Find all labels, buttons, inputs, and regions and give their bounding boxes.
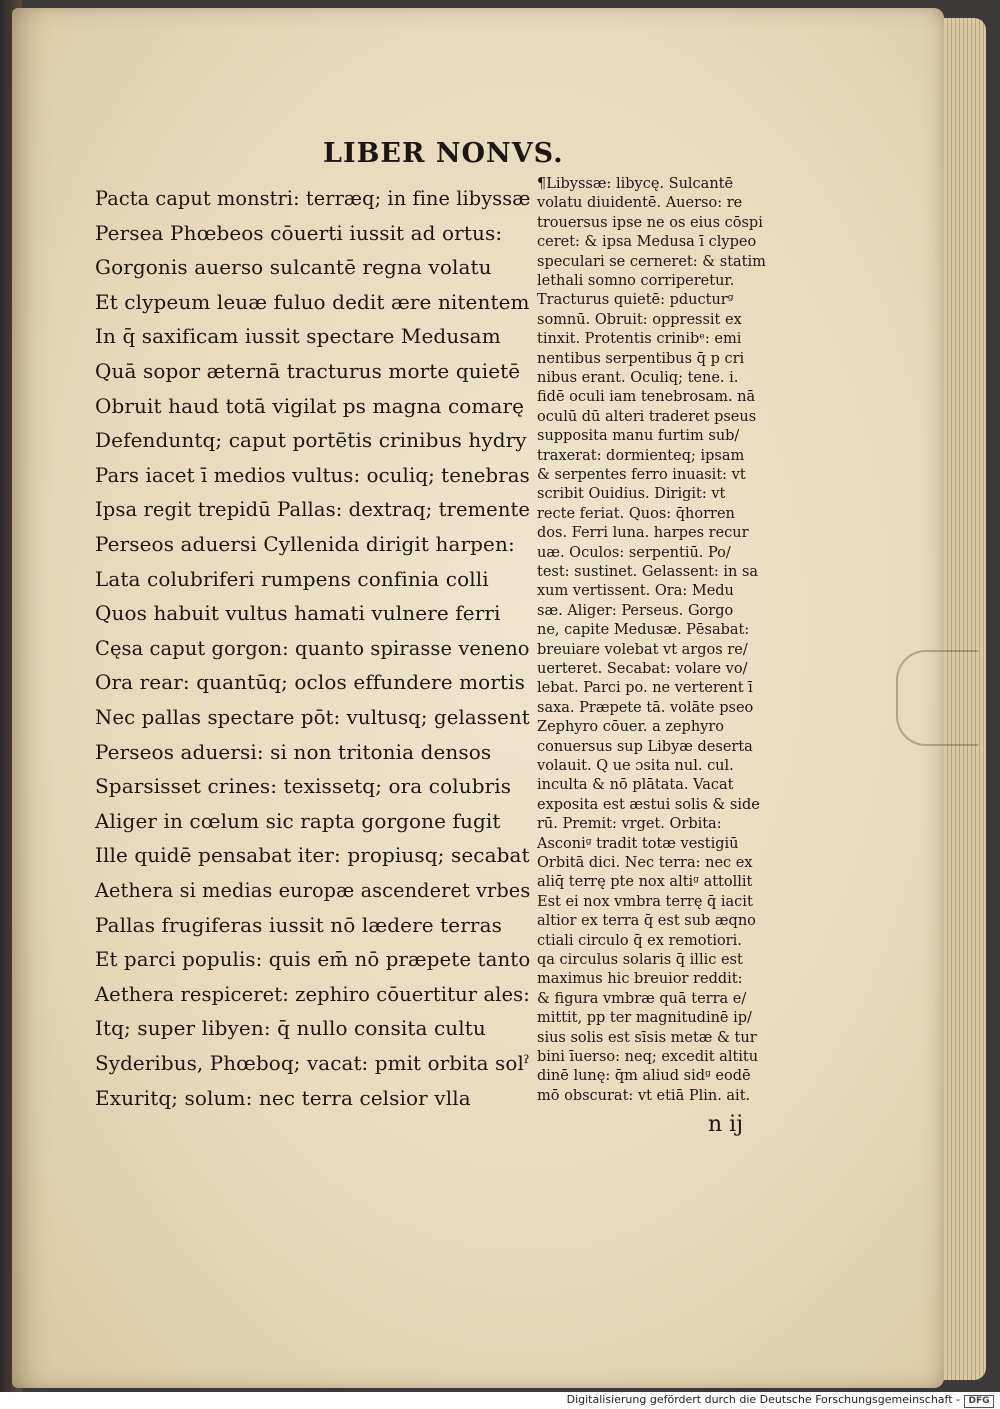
verse-line: In q̄ saxificam iussit spectare Medusam <box>95 324 501 349</box>
verse-line: Pallas frugiferas iussit nō lædere terras <box>95 912 502 937</box>
commentary-line: recte feriat. Quos: q̄horren <box>537 505 735 522</box>
commentary-line: volatu diuidentē. Auerso: re <box>537 195 743 212</box>
verse-line: Quos habuit vultus hamati vulnere ferri <box>95 601 501 626</box>
commentary-line: conuersus sup Libyæ deserta <box>537 738 753 755</box>
commentary-line: rū. Premit: vrget. Orbita: <box>537 816 722 833</box>
commentary-line: dos. Ferri luna. harpes recur <box>537 525 749 542</box>
commentary-line: breuiare volebat vt argos re/ <box>537 641 748 658</box>
commentary-line: ¶Libyssæ: libycę. Sulcantē <box>537 176 734 192</box>
page-clip <box>896 650 978 746</box>
commentary-line: Orbitā dici. Nec terra: nec ex <box>537 855 753 871</box>
commentary-line: Est ei nox vmbra terrę q̄ iacit <box>537 893 753 910</box>
commentary-line: speculari se cerneret: & statim <box>537 253 766 270</box>
commentary-line: tinxit. Protentis crinibᵉ: emi <box>537 331 742 348</box>
commentary-line: mittit, pp ter magnitudinē ip/ <box>537 1010 752 1027</box>
verse-line: Lata colubriferi rumpens confinia colli <box>95 566 489 591</box>
verse-line: Et clypeum leuæ fuluo dedit ære nitentem <box>95 289 530 314</box>
verse-line: Et parci populis: quis em̄ nō præpete tanto <box>95 947 531 972</box>
commentary-line: sæ. Aliger: Perseus. Gorgo <box>537 602 734 619</box>
running-header: LIBER NONVS. <box>323 138 564 169</box>
verse-line: Defenduntq; caput portētis crinibus hydry <box>95 428 527 453</box>
commentary-line: inculta & nō plātata. Vacat <box>537 777 734 794</box>
commentary-line: fidē oculi iam tenebrosam. nā <box>537 389 756 406</box>
verse-line: Pacta caput monstri: terræq; in fine libyssæ <box>95 186 531 210</box>
commentary-line: traxerat: dormienteq; ipsam <box>537 447 745 464</box>
verse-line: Gorgonis auerso sulcantē regna volatu <box>95 255 492 280</box>
commentary-line: & figura vmbræ quā terra e/ <box>537 990 747 1007</box>
verse-line: Itq; super libyen: q̄ nullo consita cultu <box>95 1016 486 1041</box>
commentary-line: maximus hic breuior reddit: <box>537 971 743 988</box>
commentary-line: lethali somno corriperetur. <box>537 273 735 289</box>
signature-mark: n ij <box>708 1112 744 1137</box>
commentary-line: ceret: & ipsa Medusa ī clypeo <box>537 234 757 251</box>
commentary-line: dinē lunę: q̄m aliud sidᵍ eodē <box>537 1068 751 1085</box>
verse-line: Aethera respiceret: zephiro cōuertitur ales: <box>95 981 530 1006</box>
book-page <box>12 8 944 1388</box>
verse-line: Syderibus, Phœboq; vacat: pmit orbita solˀ <box>95 1051 530 1075</box>
commentary-line: saxa. Præpete tā. volāte pseo <box>537 699 754 716</box>
verse-line: Exuritq; solum: nec terra celsior vlla <box>95 1085 471 1110</box>
commentary-line: test: sustinet. Gelassent: in sa <box>537 564 759 580</box>
commentary-line: altior ex terra q̄ est sub æqno <box>537 913 756 930</box>
commentary-line: nentibus serpentibus q̄ p cri <box>537 350 745 367</box>
verse-line: Ille quidē pensabat iter: propiusq; secabat <box>95 843 530 868</box>
commentary-line: mō obscurat: vt etiā Plin. ait. <box>537 1087 751 1104</box>
commentary-line: lebat. Parci po. ne verterent ī <box>537 680 753 697</box>
verse-line: Quā sopor æternā tracturus morte quietē <box>95 359 521 383</box>
commentary-line: xum vertissent. Ora: Medu <box>537 583 734 600</box>
commentary-line: nibus erant. Oculiq; tene. i. <box>537 370 739 386</box>
verse-line: Sparsisset crines: texissetq; ora colubris <box>95 774 512 799</box>
verse-line: Persea Phœbeos cōuerti iussit ad ortus: <box>95 220 503 245</box>
verse-line: Nec pallas spectare pōt: vultusq; gelassent <box>95 705 530 729</box>
commentary-line: supposita manu furtim sub/ <box>537 428 740 445</box>
verse-line: Ipsa regit trepidū Pallas: dextraq; tremente <box>95 497 531 522</box>
commentary-line: volauit. Q ue ɔsita nul. cul. <box>537 758 734 774</box>
commentary-line: trouersus ipse ne os eius cōspi <box>537 214 763 231</box>
verse-line: Pars iacet ī medios vultus: oculiq; tenebras <box>95 462 530 487</box>
commentary-line: ctiali circulo q̄ ex remotiori. <box>537 932 742 949</box>
commentary-line: Zephyro cōuer. a zephyro <box>537 719 725 736</box>
dfg-logo: DFG <box>964 1395 994 1408</box>
verse-line: Aethera si medias europæ ascenderet vrbes <box>95 878 531 902</box>
commentary-line: Tracturus quietē: pducturᵍ <box>537 292 734 309</box>
commentary-line: uerteret. Secabat: volare vo/ <box>537 661 748 677</box>
verse-line: Perseos aduersi Cyllenida dirigit harpen: <box>95 532 515 556</box>
commentary-line: sius solis est sīsis metæ & tur <box>537 1029 757 1046</box>
verse-line: Obruit haud totā vigilat ps magna comarę <box>95 393 525 418</box>
verse-line: Perseos aduersi: si non tritonia densos <box>95 739 492 764</box>
commentary-line: scribit Ouidius. Dirigit: vt <box>537 486 726 503</box>
commentary-line: Asconiᵍ tradit totæ vestigiū <box>537 835 739 852</box>
footer-credit: Digitalisierung gefördert durch die Deutsche Forschungsgemeinschaft - <box>566 1393 960 1406</box>
commentary-line: ne, capite Medusæ. Pēsabat: <box>537 622 750 639</box>
verse-line: Aliger in cœlum sic rapta gorgone fugit <box>95 808 501 833</box>
verse-line: Ora rear: quantūq; oclos effundere mortis <box>95 670 525 695</box>
commentary-line: aliq̄ terrę pte nox altiᵍ attollit <box>537 874 753 891</box>
commentary-line: oculū dū alteri traderet pseus <box>537 408 757 425</box>
commentary-line: qa circulus solaris q̄ illic est <box>537 952 743 968</box>
commentary-line: bini īuerso: neq; excedit altitu <box>537 1049 759 1065</box>
verse-line: Cęsa caput gorgon: quanto spirasse veneno <box>95 635 530 660</box>
commentary-line: somnū. Obruit: oppressit ex <box>537 311 742 328</box>
commentary-line: & serpentes ferro inuasit: vt <box>537 467 746 483</box>
commentary-line: exposita est æstui solis & side <box>537 796 760 813</box>
commentary-line: uæ. Oculos: serpentiū. Po/ <box>537 544 731 561</box>
